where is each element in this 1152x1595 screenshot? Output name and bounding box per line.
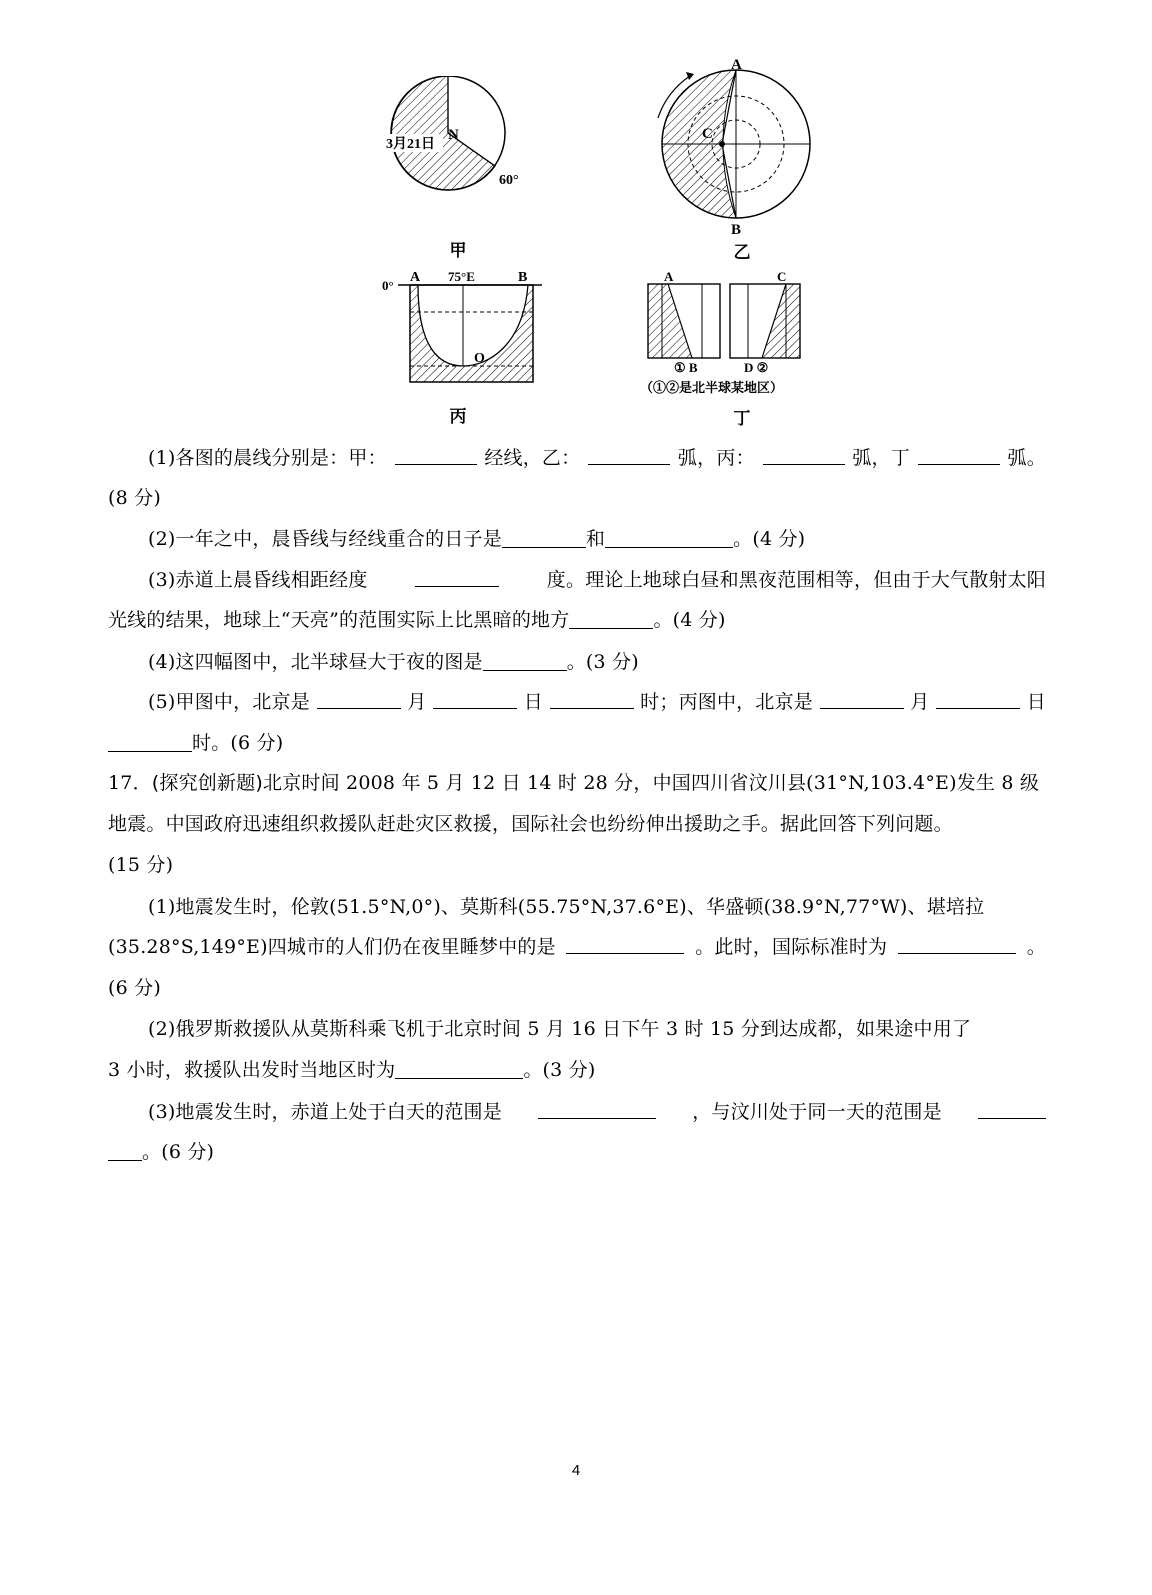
q16-p5-blank-bing-hour[interactable] [108, 733, 192, 752]
q17-intro-line2: 地震。中国政府迅速组织救援队赶赴灾区救援，国际社会也纷纷伸出援助之手。据此回答下列问题。 [108, 813, 953, 835]
q16-part2 [148, 527, 1046, 551]
q17-p3-text-c: 。(6 分) [142, 1141, 215, 1163]
q16-p3-blank-2[interactable] [569, 610, 653, 629]
q17-part2-line1: (2)俄罗斯救援队从莫斯科乘飞机于北京时间 5 月 16 日下午 3 时 15 分到达成都，如果途中用了 [148, 1018, 972, 1040]
q16-p3-text-c: 光线的结果，地球上“天亮”的范围实际上比黑暗的地方 [108, 609, 570, 631]
q16-p1-blank-bing[interactable] [763, 446, 845, 465]
q16-p3-text-b: 度。理论上地球白昼和黑夜范围相等，但由于大气散射太阳 [546, 569, 1046, 591]
figure-bing [378, 266, 548, 388]
jia-angle: 60° [499, 173, 519, 188]
q16-p1-text-c: 弧，丙： [677, 447, 755, 469]
q17-p2-blank[interactable] [395, 1060, 523, 1079]
q17-p3-blank-same-day-cont[interactable] [108, 1142, 142, 1161]
q16-p3-text-a: (3)赤道上晨昏线相距经度 [148, 569, 368, 591]
q17-tag: (探究创新题) [151, 772, 264, 794]
q16-p2-text-b: 和 [585, 528, 606, 550]
q17-intro-1: 北京时间 2008 年 5 月 12 日 14 时 28 分，中国四川省汶川县(31°N,103.4°E)发生 8 级 [263, 772, 1040, 794]
q17-p3-text-a: (3)地震发生时，赤道上处于白天的范围是 [148, 1101, 502, 1123]
q17-intro-line1 [108, 771, 1046, 795]
q16-part5-line1 [148, 690, 1046, 714]
q16-p5-blank-jia-day[interactable] [433, 690, 517, 709]
ding-bottom-right: D ② [744, 360, 769, 375]
q16-p5-text-d: 时；丙图中，北京是 [640, 691, 813, 713]
q17-p3-blank-day-range[interactable] [538, 1100, 656, 1119]
ding-top-right: C [777, 269, 787, 284]
q16-p1-blank-yi[interactable] [588, 446, 670, 465]
q16-p1-text-e: 弧。 [1007, 447, 1046, 469]
q16-p5-blank-bing-day[interactable] [936, 690, 1020, 709]
bing-right: B [518, 270, 528, 285]
q16-p2-text-a: (2)一年之中，晨昏线与经线重合的日子是 [148, 528, 502, 550]
q17-p1-score: (6 分) [108, 977, 161, 999]
q16-part1-line1 [148, 446, 1046, 470]
q16-p2-blank-1[interactable] [502, 529, 586, 548]
q17-p2-text-b: 3 小时，救援队出发时当地区时为 [108, 1059, 396, 1081]
q17-number: 17． [108, 772, 152, 794]
figure-yi [650, 58, 820, 236]
q16-p5-text-f: 日 [1026, 691, 1046, 713]
q16-p5-text-a: (5)甲图中，北京是 [148, 691, 310, 713]
figure-yi-label: 乙 [733, 243, 751, 263]
q16-p4-blank[interactable] [483, 652, 567, 671]
figure-ding [640, 268, 820, 398]
q16-p1-score: (8 分) [108, 487, 161, 509]
q16-p5-blank-jia-hour[interactable] [550, 690, 634, 709]
q16-p5-blank-bing-month[interactable] [820, 690, 904, 709]
q17-part2-line2 [108, 1058, 1046, 1082]
q16-p1-blank-ding[interactable] [918, 446, 1000, 465]
yi-center: C [702, 126, 713, 142]
figure-jia [378, 76, 528, 206]
bing-bottom: O [474, 351, 485, 366]
q16-p5-blank-jia-month[interactable] [317, 690, 401, 709]
figure-ding-label: 丁 [733, 409, 751, 429]
q16-p2-blank-2[interactable] [605, 529, 733, 548]
q16-p1-text-a: (1)各图的晨线分别是：甲： [148, 447, 387, 469]
page-number: 4 [571, 1462, 581, 1479]
figure-bing-label: 丙 [449, 407, 467, 427]
q16-p1-text-d: 弧，丁 [852, 447, 910, 469]
q16-p1-text-b: 经线，乙： [484, 447, 581, 469]
q17-p1-text-b: (35.28°S,149°E)四城市的人们仍在夜里睡梦中的是 [108, 936, 556, 958]
q16-p1-blank-jia[interactable] [395, 446, 477, 465]
bing-left: A [410, 270, 421, 285]
yi-top: A [731, 58, 742, 73]
q17-part3-line2 [108, 1140, 1046, 1164]
q17-p1-text-c: 。此时，国际标准时为 [695, 936, 888, 958]
ding-top-left: A [664, 269, 674, 284]
bing-mid: 75°E [448, 269, 475, 284]
q17-p1-text-d: 。 [1026, 936, 1046, 958]
figure-jia-label: 甲 [449, 241, 467, 261]
jia-date: 3月21日 [386, 137, 435, 152]
ding-note: （①②是北半球某地区） [640, 380, 784, 395]
q16-p5-text-c: 日 [523, 691, 543, 713]
q16-p5-text-g: 时。(6 分) [192, 732, 284, 754]
q16-p5-text-e: 月 [910, 691, 930, 713]
q16-p3-blank-1[interactable] [415, 568, 499, 587]
q17-part3-line1 [148, 1100, 1046, 1124]
q17-part1-line1: (1)地震发生时，伦敦(51.5°N,0°)、莫斯科(55.75°N,37.6°E)、华盛顿(38.9°N,77°W)、堪培拉 [148, 896, 985, 918]
q17-part1-line2 [108, 935, 1046, 959]
q17-p1-blank-cities[interactable] [566, 935, 684, 954]
q16-p2-text-c: 。(4 分) [733, 528, 806, 550]
q16-p3-text-d: 。(4 分) [653, 609, 726, 631]
ding-bottom-left: ① B [674, 360, 698, 375]
jia-pole: N [448, 127, 459, 143]
q16-part5-line2 [108, 731, 1046, 755]
q16-part3-line1 [148, 568, 1046, 592]
q16-part3-line2 [108, 608, 1046, 632]
q17-p3-text-b: ，与汶川处于同一天的范围是 [692, 1101, 942, 1123]
q16-p5-text-b: 月 [407, 691, 427, 713]
q16-part4 [148, 650, 1046, 674]
bing-lat: 0° [382, 278, 394, 293]
q16-p4-text-b: 。(3 分) [566, 651, 639, 673]
q16-p4-text-a: (4)这四幅图中，北半球昼大于夜的图是 [148, 651, 483, 673]
q17-p1-blank-utc[interactable] [898, 935, 1016, 954]
q17-intro-line3: (15 分) [108, 854, 174, 876]
q17-p2-text-c: 。(3 分) [523, 1059, 596, 1081]
q17-p3-blank-same-day[interactable] [978, 1100, 1046, 1119]
yi-bottom: B [731, 222, 742, 236]
